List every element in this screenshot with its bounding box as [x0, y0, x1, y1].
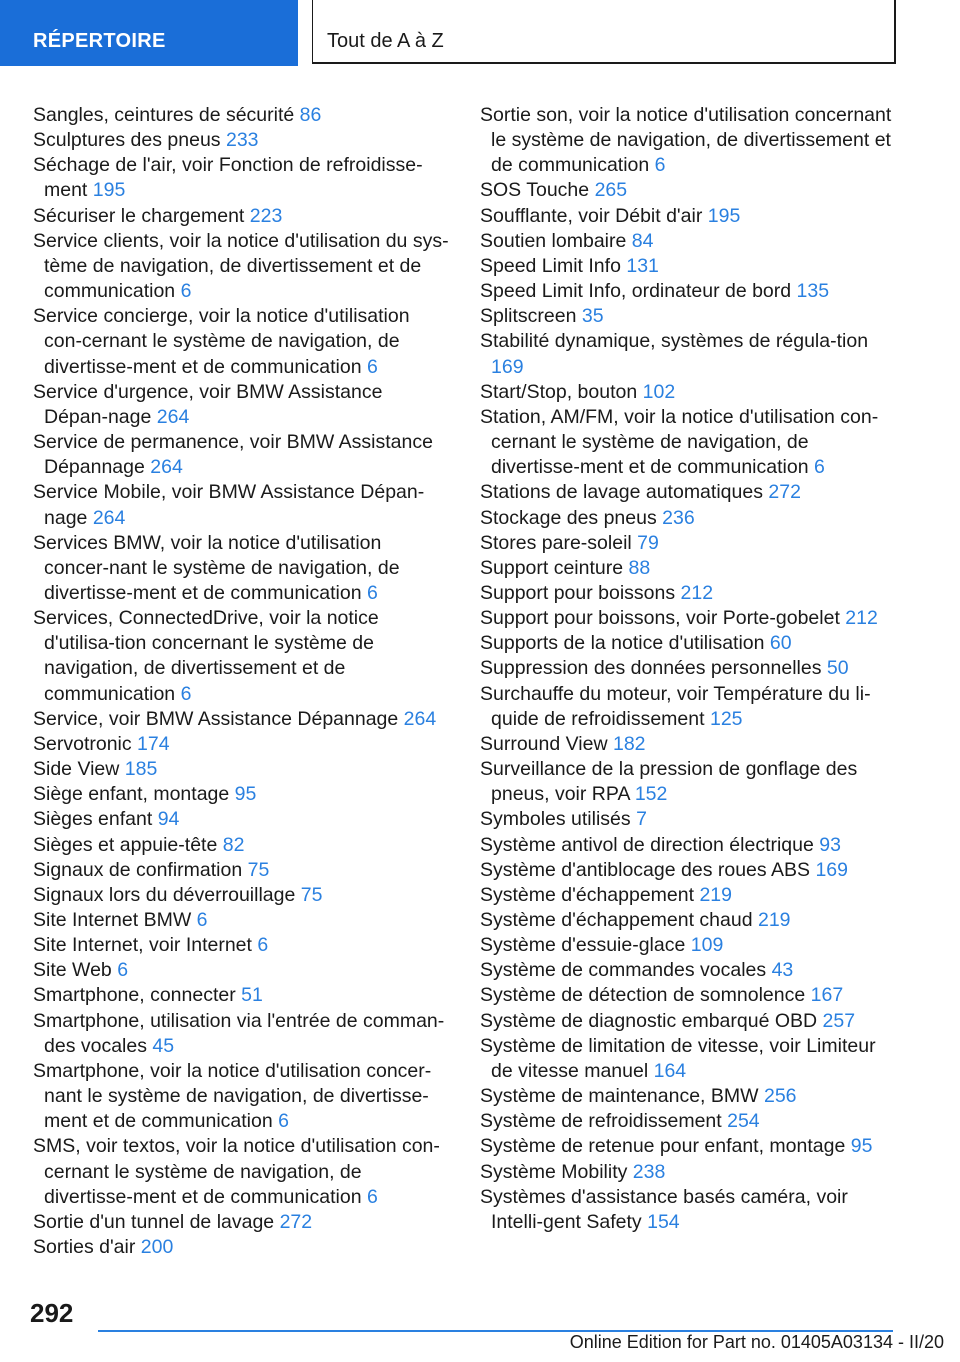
- index-entry: [480, 983, 900, 1008]
- index-entry-term: Soufflante, voir Débit d'air: [480, 204, 703, 227]
- index-entry-page-link[interactable]: 94: [157, 808, 180, 831]
- index-entry: [480, 506, 900, 531]
- index-entry-term: Stores pare-soleil: [480, 531, 632, 554]
- index-entry-page-link[interactable]: 135: [796, 280, 830, 303]
- index-entry: [33, 1009, 451, 1059]
- index-entry-page-link[interactable]: 6: [366, 355, 378, 378]
- index-entry: [480, 254, 900, 279]
- index-entry-page-link[interactable]: 219: [757, 909, 791, 931]
- index-entry-page-link[interactable]: 6: [654, 154, 666, 177]
- index-entry-term: Symboles utilisés: [480, 808, 631, 831]
- index-entry-term: Système antivol de direction électrique: [480, 833, 814, 856]
- index-entry-term: Smartphone, connecter: [33, 984, 236, 1007]
- index-entry-term: Siège enfant, montage: [33, 783, 230, 806]
- index-entry: [480, 204, 900, 229]
- page-header: [0, 0, 960, 66]
- index-entry: [480, 1185, 900, 1235]
- footer-edition-text: Online Edition for Part no. 01405A03134 - II/20: [569, 1332, 944, 1352]
- section-title: Tout de A à Z: [312, 0, 896, 64]
- index-entry-page-link[interactable]: 45: [152, 1034, 175, 1057]
- index-entry-term: Service clients, voir la notice d'utilisation du sys-tème de navigation, de divertissement et de communication: [33, 229, 449, 303]
- index-entry-term: Système de refroidissement: [480, 1110, 722, 1133]
- index-entry-term: Sorties d'air: [33, 1236, 136, 1259]
- index-entry-term: Signaux de confirmation: [33, 858, 243, 881]
- index-entry: [480, 329, 900, 379]
- index-entry: [480, 933, 900, 958]
- index-entry: [33, 1134, 451, 1209]
- index-entry: [33, 958, 451, 983]
- index-entry: [480, 304, 900, 329]
- index-entry: [480, 757, 900, 807]
- index-entry: [33, 757, 451, 782]
- index-entry: [480, 656, 900, 681]
- index-entry-term: Service de permanence, voir BMW Assistance Dépannage: [33, 431, 433, 479]
- index-entry-term: SMS, voir textos, voir la notice d'utilisation con-cernant le système de navigation, de divertisse-ment et de communication: [33, 1135, 440, 1208]
- index-entry-page-link[interactable]: 84: [631, 229, 654, 252]
- index-entry-term: Système de détection de somnolence: [480, 984, 806, 1007]
- index-entry-page-link[interactable]: 51: [241, 984, 263, 1007]
- index-entry-page-link[interactable]: 264: [92, 506, 126, 529]
- index-entry-term: Système de commandes vocales: [480, 959, 767, 982]
- index-entry: [480, 606, 900, 631]
- index-entry-term: Support pour boissons: [480, 581, 676, 604]
- index-entry-term: Service, voir BMW Assistance Dépannage: [33, 707, 399, 730]
- index-entry-page-link[interactable]: 195: [707, 204, 741, 227]
- index-entry-page-link[interactable]: 102: [642, 380, 676, 403]
- index-entry: [33, 430, 451, 480]
- index-entry-term: Station, AM/FM, voir la notice d'utilisation con-cernant le système de navigation, de divertisse-ment et de communication: [480, 405, 879, 479]
- index-entry-term: Surround View: [480, 732, 608, 755]
- index-entry-page-link[interactable]: 185: [124, 758, 158, 781]
- index-entry: [480, 229, 900, 254]
- index-entry: [33, 606, 451, 707]
- index-entry-page-link[interactable]: 7: [636, 808, 647, 831]
- index-entry: [33, 858, 451, 883]
- index-entry: [480, 1034, 900, 1084]
- index-entry: [480, 178, 900, 203]
- index-entry: [33, 380, 451, 430]
- index-entry-term: Sculptures des pneus: [33, 129, 221, 152]
- index-entry-term: Système de maintenance, BMW: [480, 1085, 759, 1108]
- index-entry-page-link[interactable]: 75: [300, 883, 323, 906]
- index-entry: [480, 958, 900, 983]
- index-entry-term: Stockage des pneus: [480, 506, 657, 529]
- index-entry: [33, 1210, 451, 1235]
- index-entry-page-link[interactable]: 182: [612, 732, 646, 755]
- index-column-right: [480, 103, 900, 1235]
- index-entry-term: Splitscreen: [480, 305, 577, 328]
- index-entry: [33, 103, 451, 128]
- index-entry-page-link[interactable]: 223: [249, 204, 283, 227]
- index-entry: [480, 807, 900, 832]
- index-entry-term: Start/Stop, bouton: [480, 380, 638, 403]
- index-entry-term: Stabilité dynamique, systèmes de régula-tion: [480, 330, 869, 353]
- index-entry-term: Stations de lavage automatiques: [480, 481, 763, 504]
- index-entry-page-link[interactable]: 256: [763, 1085, 797, 1108]
- index-entry: [33, 732, 451, 757]
- index-entry: [480, 631, 900, 656]
- index-entry-term: Surchauffe du moteur, voir Température du li-quide de refroidissement: [480, 682, 871, 730]
- index-entry-page-link[interactable]: 195: [92, 179, 126, 202]
- index-entry-page-link[interactable]: 154: [647, 1210, 680, 1233]
- index-entry-term: Site Internet BMW: [33, 909, 192, 931]
- index-entry: [33, 153, 451, 203]
- index-entry-term: Système d'essuie-glace: [480, 934, 686, 957]
- index-entry-term: Séchage de l'air, voir Fonction de refroidisse-ment: [33, 154, 423, 202]
- index-entry-term: Speed Limit Info, ordinateur de bord: [480, 280, 792, 303]
- index-entry: [33, 204, 451, 229]
- index-entry-page-link[interactable]: 219: [699, 883, 732, 906]
- index-entry-term: Surveillance de la pression de gonflage des pneus, voir RPA: [480, 758, 858, 806]
- index-entry-term: Sangles, ceintures de sécurité: [33, 104, 295, 126]
- index-entry: [33, 480, 451, 530]
- index-entry: [480, 103, 900, 178]
- index-entry-page-link[interactable]: 95: [234, 783, 257, 806]
- index-entry: [33, 833, 451, 858]
- index-entry-term: Système d'échappement: [480, 883, 695, 906]
- index-entry: [33, 983, 451, 1008]
- index-entry-page-link[interactable]: 169: [815, 858, 848, 881]
- index-entry-page-link[interactable]: 169: [491, 355, 524, 378]
- index-entry: [33, 883, 451, 908]
- index-entry-page-link[interactable]: 233: [225, 129, 259, 152]
- index-entry-page-link[interactable]: 257: [822, 1009, 856, 1032]
- index-entry: [480, 1009, 900, 1034]
- index-entry-page-link[interactable]: 6: [257, 934, 269, 957]
- index-entry-term: Système de diagnostic embarqué OBD: [480, 1009, 818, 1032]
- index-entry: [480, 883, 900, 908]
- index-entry: [33, 807, 451, 832]
- index-entry-term: Site Internet, voir Internet: [33, 934, 252, 957]
- index-entry-page-link[interactable]: 6: [366, 1185, 378, 1208]
- index-entry-page-link[interactable]: 88: [628, 556, 651, 579]
- index-entry-term: Services BMW, voir la notice d'utilisation concer-nant le système de navigation, de divertisse-ment et de communication: [33, 531, 400, 604]
- index-entry: [33, 1059, 451, 1134]
- index-entry-term: Système Mobility: [480, 1160, 628, 1183]
- index-entry: [480, 556, 900, 581]
- index-entry-term: Smartphone, voir la notice d'utilisation concer-nant le système de navigation, de divertisse-ment et de communication: [33, 1059, 432, 1133]
- index-entry-page-link[interactable]: 174: [137, 732, 170, 755]
- index-entry-page-link[interactable]: 238: [632, 1160, 666, 1183]
- index-entry-page-link[interactable]: 79: [637, 531, 659, 554]
- index-entry-page-link[interactable]: 200: [140, 1236, 174, 1259]
- index-entry-term: Support ceinture: [480, 556, 624, 579]
- index-entry-term: Système d'échappement chaud: [480, 909, 753, 931]
- index-entry: [33, 707, 451, 732]
- index-entry: [33, 128, 451, 153]
- index-entry: [33, 229, 451, 304]
- index-entry-term: Signaux lors du déverrouillage: [33, 883, 296, 906]
- index-entry-term: Smartphone, utilisation via l'entrée de comman-des vocales: [33, 1009, 445, 1057]
- index-entry-page-link[interactable]: 6: [180, 280, 192, 303]
- index-entry-term: Site Web: [33, 959, 112, 982]
- index-entry-term: Support pour boissons, voir Porte-gobelet: [480, 607, 840, 630]
- index-entry-term: Services, ConnectedDrive, voir la notice d'utilisa-tion concernant le système de navigation, de divertissement et de communication: [33, 607, 379, 705]
- index-entry: [33, 933, 451, 958]
- index-entry-page-link[interactable]: 264: [150, 456, 183, 479]
- index-entry: [480, 1134, 900, 1159]
- index-column-left: [33, 103, 451, 1260]
- index-entry: [480, 1084, 900, 1109]
- index-entry-page-link[interactable]: 43: [771, 959, 794, 982]
- index-entry: [480, 732, 900, 757]
- index-entry-term: Supports de la notice d'utilisation: [480, 632, 765, 655]
- index-entry-term: Système d'antiblocage des roues ABS: [480, 858, 811, 881]
- index-entry: [33, 304, 451, 379]
- index-entry-page-link[interactable]: 272: [768, 481, 801, 504]
- index-entry-page-link[interactable]: 131: [626, 254, 659, 277]
- index-entry-page-link[interactable]: 125: [709, 707, 743, 730]
- index-entry-term: Servotronic: [33, 732, 132, 755]
- index-entry: [480, 682, 900, 732]
- index-entry-page-link[interactable]: 272: [279, 1210, 313, 1233]
- index-entry-term: Service d'urgence, voir BMW Assistance Dépan-nage: [33, 380, 383, 428]
- index-entry-term: Système de retenue pour enfant, montage: [480, 1135, 846, 1158]
- index-entry-term: Suppression des données personnelles: [480, 657, 822, 680]
- section-tab-repertoire[interactable]: RÉPERTOIRE: [0, 0, 298, 66]
- index-entry-page-link[interactable]: 93: [819, 833, 841, 856]
- index-entry-page-link[interactable]: 264: [156, 405, 190, 428]
- index-entry: [480, 380, 900, 405]
- index-entry: [480, 1109, 900, 1134]
- index-entry: [480, 908, 900, 933]
- index-entry-term: SOS Touche: [480, 179, 590, 202]
- index-entry-page-link[interactable]: 6: [117, 959, 129, 982]
- index-entry-page-link[interactable]: 6: [366, 581, 378, 604]
- index-entry-term: Sièges enfant: [33, 808, 153, 831]
- index-entry-term: Sortie son, voir la notice d'utilisation concernant le système de navigation, de divertissement et de communication: [480, 104, 892, 177]
- index-entry-page-link[interactable]: 50: [826, 657, 849, 680]
- index-entry-term: Side View: [33, 758, 120, 781]
- index-entry-page-link[interactable]: 6: [196, 909, 208, 931]
- index-entry: [480, 1160, 900, 1185]
- index-entry-page-link[interactable]: 264: [403, 707, 437, 730]
- index-entry-page-link[interactable]: 212: [845, 607, 878, 630]
- index-entry: [480, 279, 900, 304]
- index-entry-page-link[interactable]: 86: [299, 104, 322, 126]
- index-entry-term: Systèmes d'assistance basés caméra, voir Intelli-gent Safety: [480, 1185, 848, 1233]
- index-entry: [33, 531, 451, 606]
- index-entry-page-link[interactable]: 152: [634, 783, 668, 806]
- index-entry-page-link[interactable]: 82: [222, 833, 245, 856]
- index-entry-term: Sièges et appuie-tête: [33, 833, 218, 856]
- index-entry: [480, 405, 900, 480]
- index-entry: [480, 581, 900, 606]
- index-entry-page-link[interactable]: 6: [180, 682, 192, 705]
- page-number: 292: [30, 1298, 74, 1328]
- index-entry-page-link[interactable]: 254: [727, 1110, 760, 1133]
- index-entry: [480, 480, 900, 505]
- index-entry-term: Service concierge, voir la notice d'utilisation con-cernant le système de navigation, de divertisse-ment et de communication: [33, 305, 410, 378]
- index-entry-page-link[interactable]: 60: [769, 632, 792, 655]
- index-entry-page-link[interactable]: 265: [594, 179, 628, 202]
- index-entry-term: Soutien lombaire: [480, 229, 627, 252]
- index-entry-page-link[interactable]: 35: [581, 305, 604, 328]
- index-entry: [33, 1235, 451, 1260]
- index-entry-page-link[interactable]: 212: [680, 581, 714, 604]
- index-entry-page-link[interactable]: 164: [653, 1059, 687, 1082]
- index-entry-page-link[interactable]: 6: [278, 1110, 289, 1133]
- index-entry: [480, 858, 900, 883]
- index-entry-page-link[interactable]: 167: [810, 984, 844, 1007]
- index-entry-page-link[interactable]: 95: [850, 1135, 873, 1158]
- index-entry-term: Système de limitation de vitesse, voir Limiteur de vitesse manuel: [480, 1034, 876, 1082]
- index-entry-term: Speed Limit Info: [480, 254, 621, 277]
- index-entry-page-link[interactable]: 109: [690, 934, 724, 957]
- index-entry: [33, 782, 451, 807]
- index-entry-term: Service Mobile, voir BMW Assistance Dépan-nage: [33, 481, 425, 529]
- index-entry-term: Sécuriser le chargement: [33, 204, 245, 227]
- index-entry-page-link[interactable]: 6: [813, 456, 825, 479]
- index-entry-page-link[interactable]: 75: [247, 858, 270, 881]
- index-entry: [33, 908, 451, 933]
- index-entry-term: Sortie d'un tunnel de lavage: [33, 1210, 275, 1233]
- index-entry-page-link[interactable]: 236: [662, 506, 695, 529]
- index-entry: [480, 531, 900, 556]
- index-entry: [480, 833, 900, 858]
